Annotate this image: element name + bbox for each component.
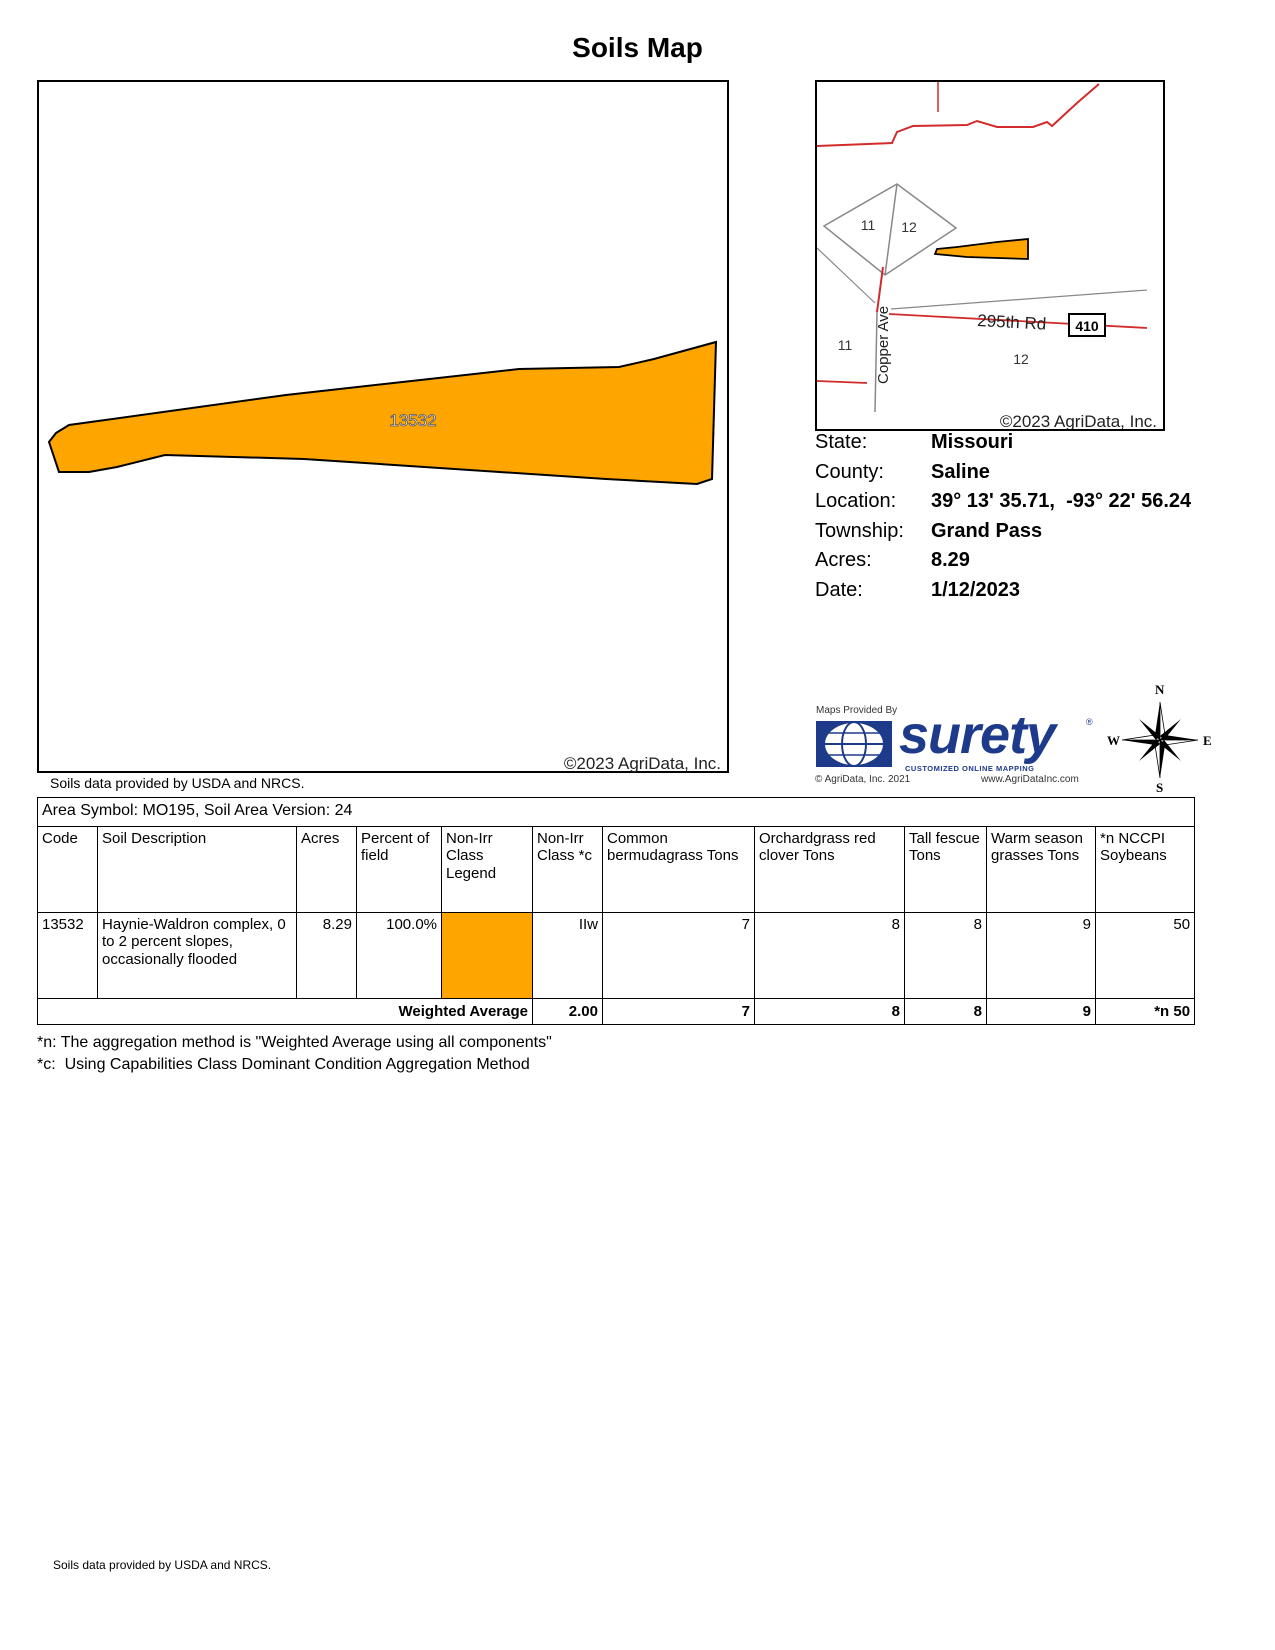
logo-website[interactable]: www.AgriDataInc.com — [981, 774, 1079, 785]
cell-description: Haynie-Waldron complex, 0 to 2 percent slopes, occasionally flooded — [98, 913, 297, 999]
footer-bermudagrass: 7 — [603, 999, 755, 1025]
header-class-legend: Non-Irr Class Legend — [442, 827, 533, 913]
footer-warm-season: 9 — [987, 999, 1096, 1025]
table-row[interactable] — [38, 913, 1195, 999]
road-label-295th-rd: 295th Rd — [976, 311, 1047, 334]
cell-acres: 8.29 — [297, 913, 357, 999]
note-aggregation: *n: The aggregation method is "Weighted Average using all components" — [37, 1034, 552, 1051]
compass-rose — [1107, 682, 1212, 795]
inset-field-polygon[interactable] — [935, 239, 1028, 259]
info-row-date: Date: 1/12/2023 — [815, 578, 1020, 601]
footer-class: 2.00 — [533, 999, 603, 1025]
section-divider — [885, 184, 897, 275]
info-row-township: Township: Grand Pass — [815, 519, 1043, 542]
header-percent: Percent of field — [357, 827, 442, 913]
note-capabilities: *c: Using Capabilities Class Dominant Condition Aggregation Method — [37, 1056, 530, 1073]
header-code: Code — [38, 827, 98, 913]
main-map-credit: Soils data provided by USDA and NRCS. — [50, 775, 305, 791]
footer-nccpi: *n 50 — [1096, 999, 1195, 1025]
header-orchardgrass: Orchardgrass red clover Tons — [755, 827, 905, 913]
main-soil-map[interactable] — [37, 80, 729, 773]
table-header-row — [38, 827, 1195, 913]
page-title: Soils Map — [572, 32, 703, 63]
area-symbol-row — [38, 798, 1195, 827]
road-label-copper-ave: Copper Ave — [875, 305, 892, 384]
header-bermudagrass: Common bermudagrass Tons — [603, 827, 755, 913]
cell-class: IIw — [533, 913, 603, 999]
section-label-11-top: 11 — [860, 217, 876, 233]
registered-mark-icon: ® — [1086, 717, 1093, 727]
globe-icon — [815, 718, 895, 770]
area-symbol: Area Symbol: MO195, Soil Area Version: 24 — [38, 798, 1195, 827]
soils-table — [37, 797, 1195, 1025]
logo-copyright: © AgriData, Inc. 2021 — [815, 774, 911, 785]
compass-icon — [1110, 690, 1210, 790]
main-map-copyright: ©2023 AgriData, Inc. — [563, 754, 721, 773]
section-line-sw — [817, 248, 875, 303]
surety-logo[interactable] — [815, 705, 1100, 787]
header-tall-fescue: Tall fescue Tons — [905, 827, 987, 913]
section-label-12-top: 12 — [901, 219, 917, 235]
logo-tagline: CUSTOMIZED ONLINE MAPPING — [905, 764, 1035, 773]
soils-table-wrapper — [37, 797, 1195, 1025]
cell-nccpi: 50 — [1096, 913, 1195, 999]
soil-polygon-label: 13532 — [389, 411, 437, 430]
route-shield-label: 410 — [1075, 318, 1099, 334]
road-red-top — [817, 84, 1099, 146]
section-label-11-bottom: 11 — [837, 337, 853, 353]
header-class: Non-Irr Class *c — [533, 827, 603, 913]
header-description: Soil Description — [98, 827, 297, 913]
soil-polygon-13532[interactable] — [49, 342, 716, 484]
cell-class-legend-swatch — [442, 913, 533, 999]
cell-percent: 100.0% — [357, 913, 442, 999]
section-line-east — [891, 290, 1147, 309]
cell-tall-fescue: 8 — [905, 913, 987, 999]
section-label-12-bottom: 12 — [1013, 351, 1029, 367]
info-row-state: State: Missouri — [815, 431, 1014, 454]
site-info — [815, 428, 1191, 605]
cell-bermudagrass: 7 — [603, 913, 755, 999]
compass-s: S — [1156, 780, 1164, 795]
logo-provided-by: Maps Provided By — [816, 705, 898, 716]
bottom-credit: Soils data provided by USDA and NRCS. — [53, 1558, 272, 1572]
compass-e: E — [1203, 733, 1212, 748]
info-row-acres: Acres: 8.29 — [815, 549, 970, 572]
info-row-location: Location: 39° 13' 35.71, -93° 22' 56.24 — [815, 490, 1192, 513]
road-red-copper — [877, 267, 883, 312]
inset-map-copyright: ©2023 AgriData, Inc. — [999, 412, 1157, 431]
logo-brand: surety — [899, 705, 1056, 765]
footer-label: Weighted Average — [38, 999, 533, 1025]
cell-warm-season: 9 — [987, 913, 1096, 999]
weighted-average-row — [38, 999, 1195, 1025]
cell-code: 13532 — [38, 913, 98, 999]
compass-w: W — [1107, 733, 1120, 748]
info-row-county: County: Saline — [815, 460, 990, 483]
header-warm-season: Warm season grasses Tons — [987, 827, 1096, 913]
locator-inset-map[interactable] — [815, 80, 1165, 431]
header-nccpi: *n NCCPI Soybeans — [1096, 827, 1195, 913]
cell-orchardgrass: 8 — [755, 913, 905, 999]
footer-orchardgrass: 8 — [755, 999, 905, 1025]
header-acres: Acres — [297, 827, 357, 913]
compass-n: N — [1155, 682, 1165, 697]
footer-tall-fescue: 8 — [905, 999, 987, 1025]
road-red-west — [817, 381, 867, 383]
section-diamond — [824, 184, 956, 275]
